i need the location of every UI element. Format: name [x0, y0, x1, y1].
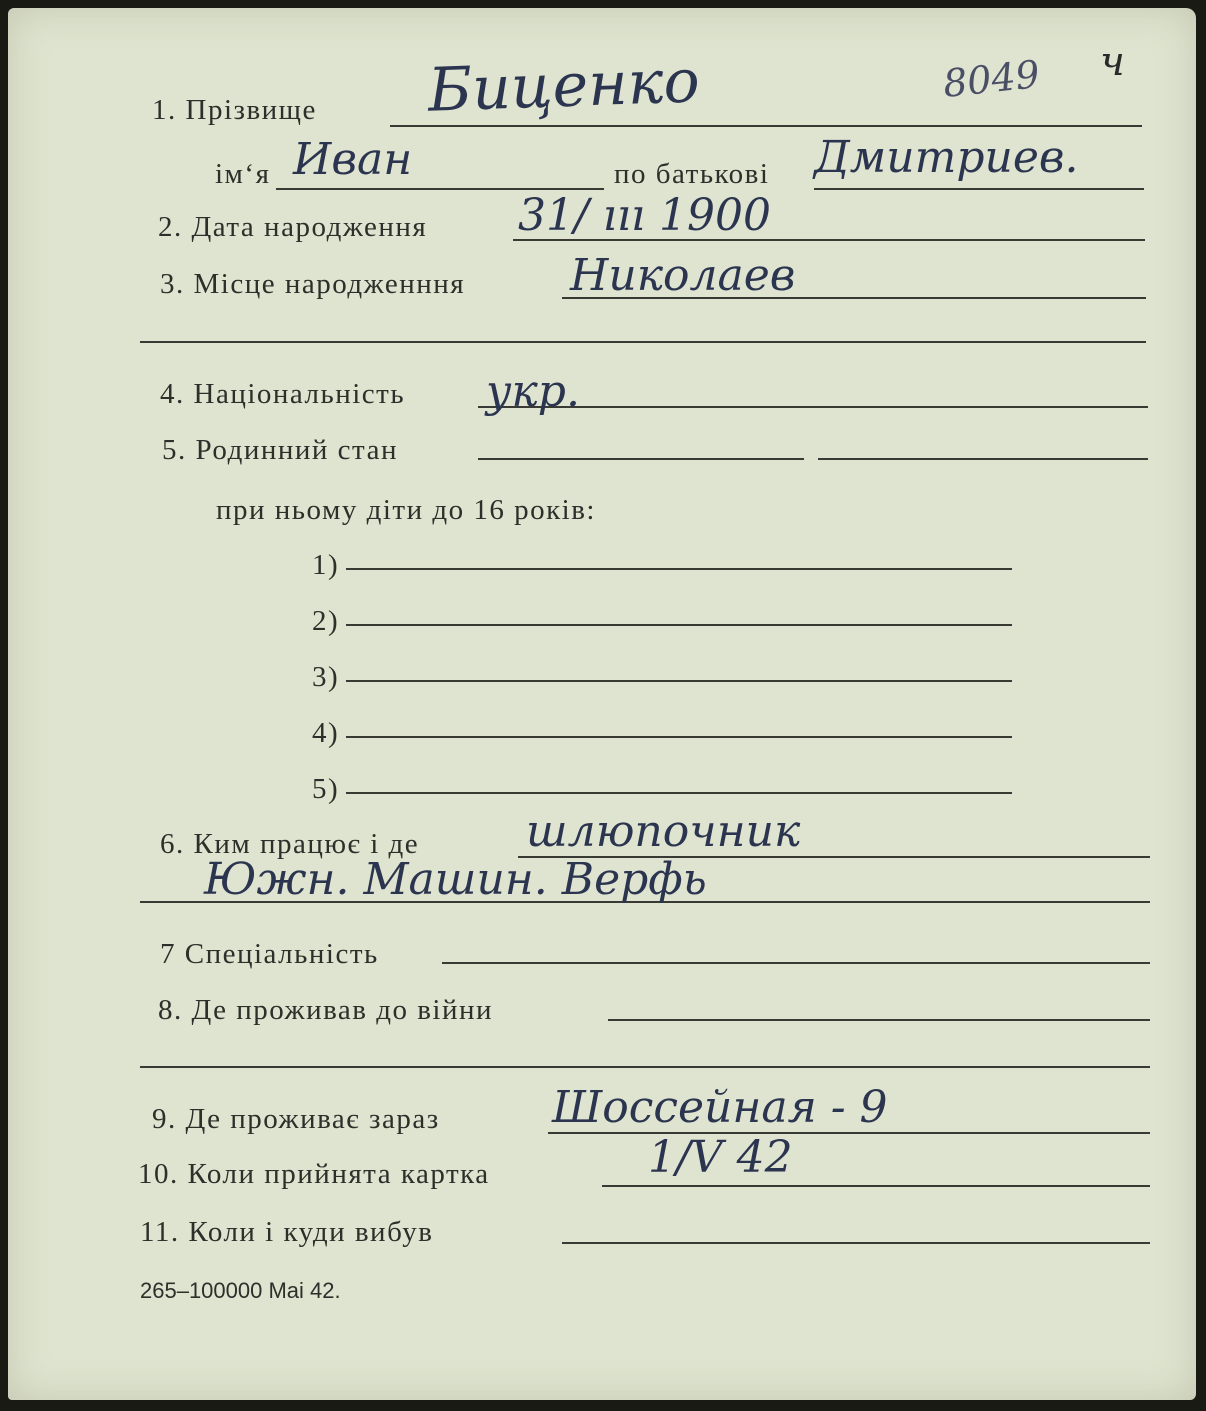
archive-number: 8049 [940, 52, 1042, 106]
dob-label: 2. Дата народження [158, 211, 428, 243]
child-2-label: 2) [312, 605, 340, 637]
surname-value: Биценко [426, 46, 701, 126]
employment-label: 6. Ким працює і де [160, 828, 420, 860]
patronymic-label: по батькові [614, 158, 770, 190]
child-3-label: 3) [312, 661, 340, 693]
patronymic-line [814, 188, 1144, 190]
current-residence-value: Шоссейная - 9 [552, 1082, 888, 1133]
prewar-residence-line-2 [140, 1066, 1150, 1068]
birthplace-line-2 [140, 341, 1146, 343]
archive-suffix: ч [1100, 39, 1125, 85]
marital-status-label: 5. Родинний стан [162, 434, 398, 466]
birthplace-label: 3. Місце народженння [160, 268, 466, 300]
surname-label: 1. Прізвище [152, 94, 317, 126]
card-date-value: 1/V 42 [648, 1132, 793, 1183]
print-run-footer: 265–100000 Mai 42. [140, 1278, 341, 1303]
child-1-label: 1) [312, 549, 340, 581]
surname-line [390, 125, 1142, 127]
card-date-label: 10. Коли прийнята картка [138, 1158, 490, 1190]
first-name-label: ім‘я [215, 158, 271, 190]
employment-value-2: Южн. Машин. Верфь [204, 854, 707, 905]
child-5-line [346, 792, 1012, 794]
nationality-value: укр. [486, 366, 580, 417]
card-date-line [602, 1185, 1150, 1187]
marital-status-line [478, 458, 804, 460]
nationality-label: 4. Національність [160, 378, 406, 410]
marital-status-line-2 [818, 458, 1148, 460]
speciality-line [442, 962, 1150, 964]
departure-label: 11. Коли і куди вибув [140, 1216, 434, 1248]
children-heading: при ньому діти до 16 років: [216, 494, 596, 526]
prewar-residence-line [608, 1019, 1150, 1021]
birthplace-value: Николаев [570, 250, 796, 301]
child-4-line [346, 736, 1012, 738]
child-3-line [346, 680, 1012, 682]
patronymic-value: Дмитриев. [814, 132, 1079, 183]
dob-value: 31/ ııı 1900 [518, 190, 771, 241]
prewar-residence-label: 8. Де проживав до війни [158, 994, 494, 1026]
first-name-value: Иван [293, 134, 413, 185]
registration-card [8, 8, 1196, 1400]
child-2-line [346, 624, 1012, 626]
employment-value: шлюпочник [526, 806, 801, 857]
departure-line [562, 1242, 1150, 1244]
current-residence-label: 9. Де проживає зараз [152, 1103, 440, 1135]
speciality-label: 7 Спеціальність [160, 938, 379, 970]
child-1-line [346, 568, 1012, 570]
child-5-label: 5) [312, 773, 340, 805]
child-4-label: 4) [312, 717, 340, 749]
